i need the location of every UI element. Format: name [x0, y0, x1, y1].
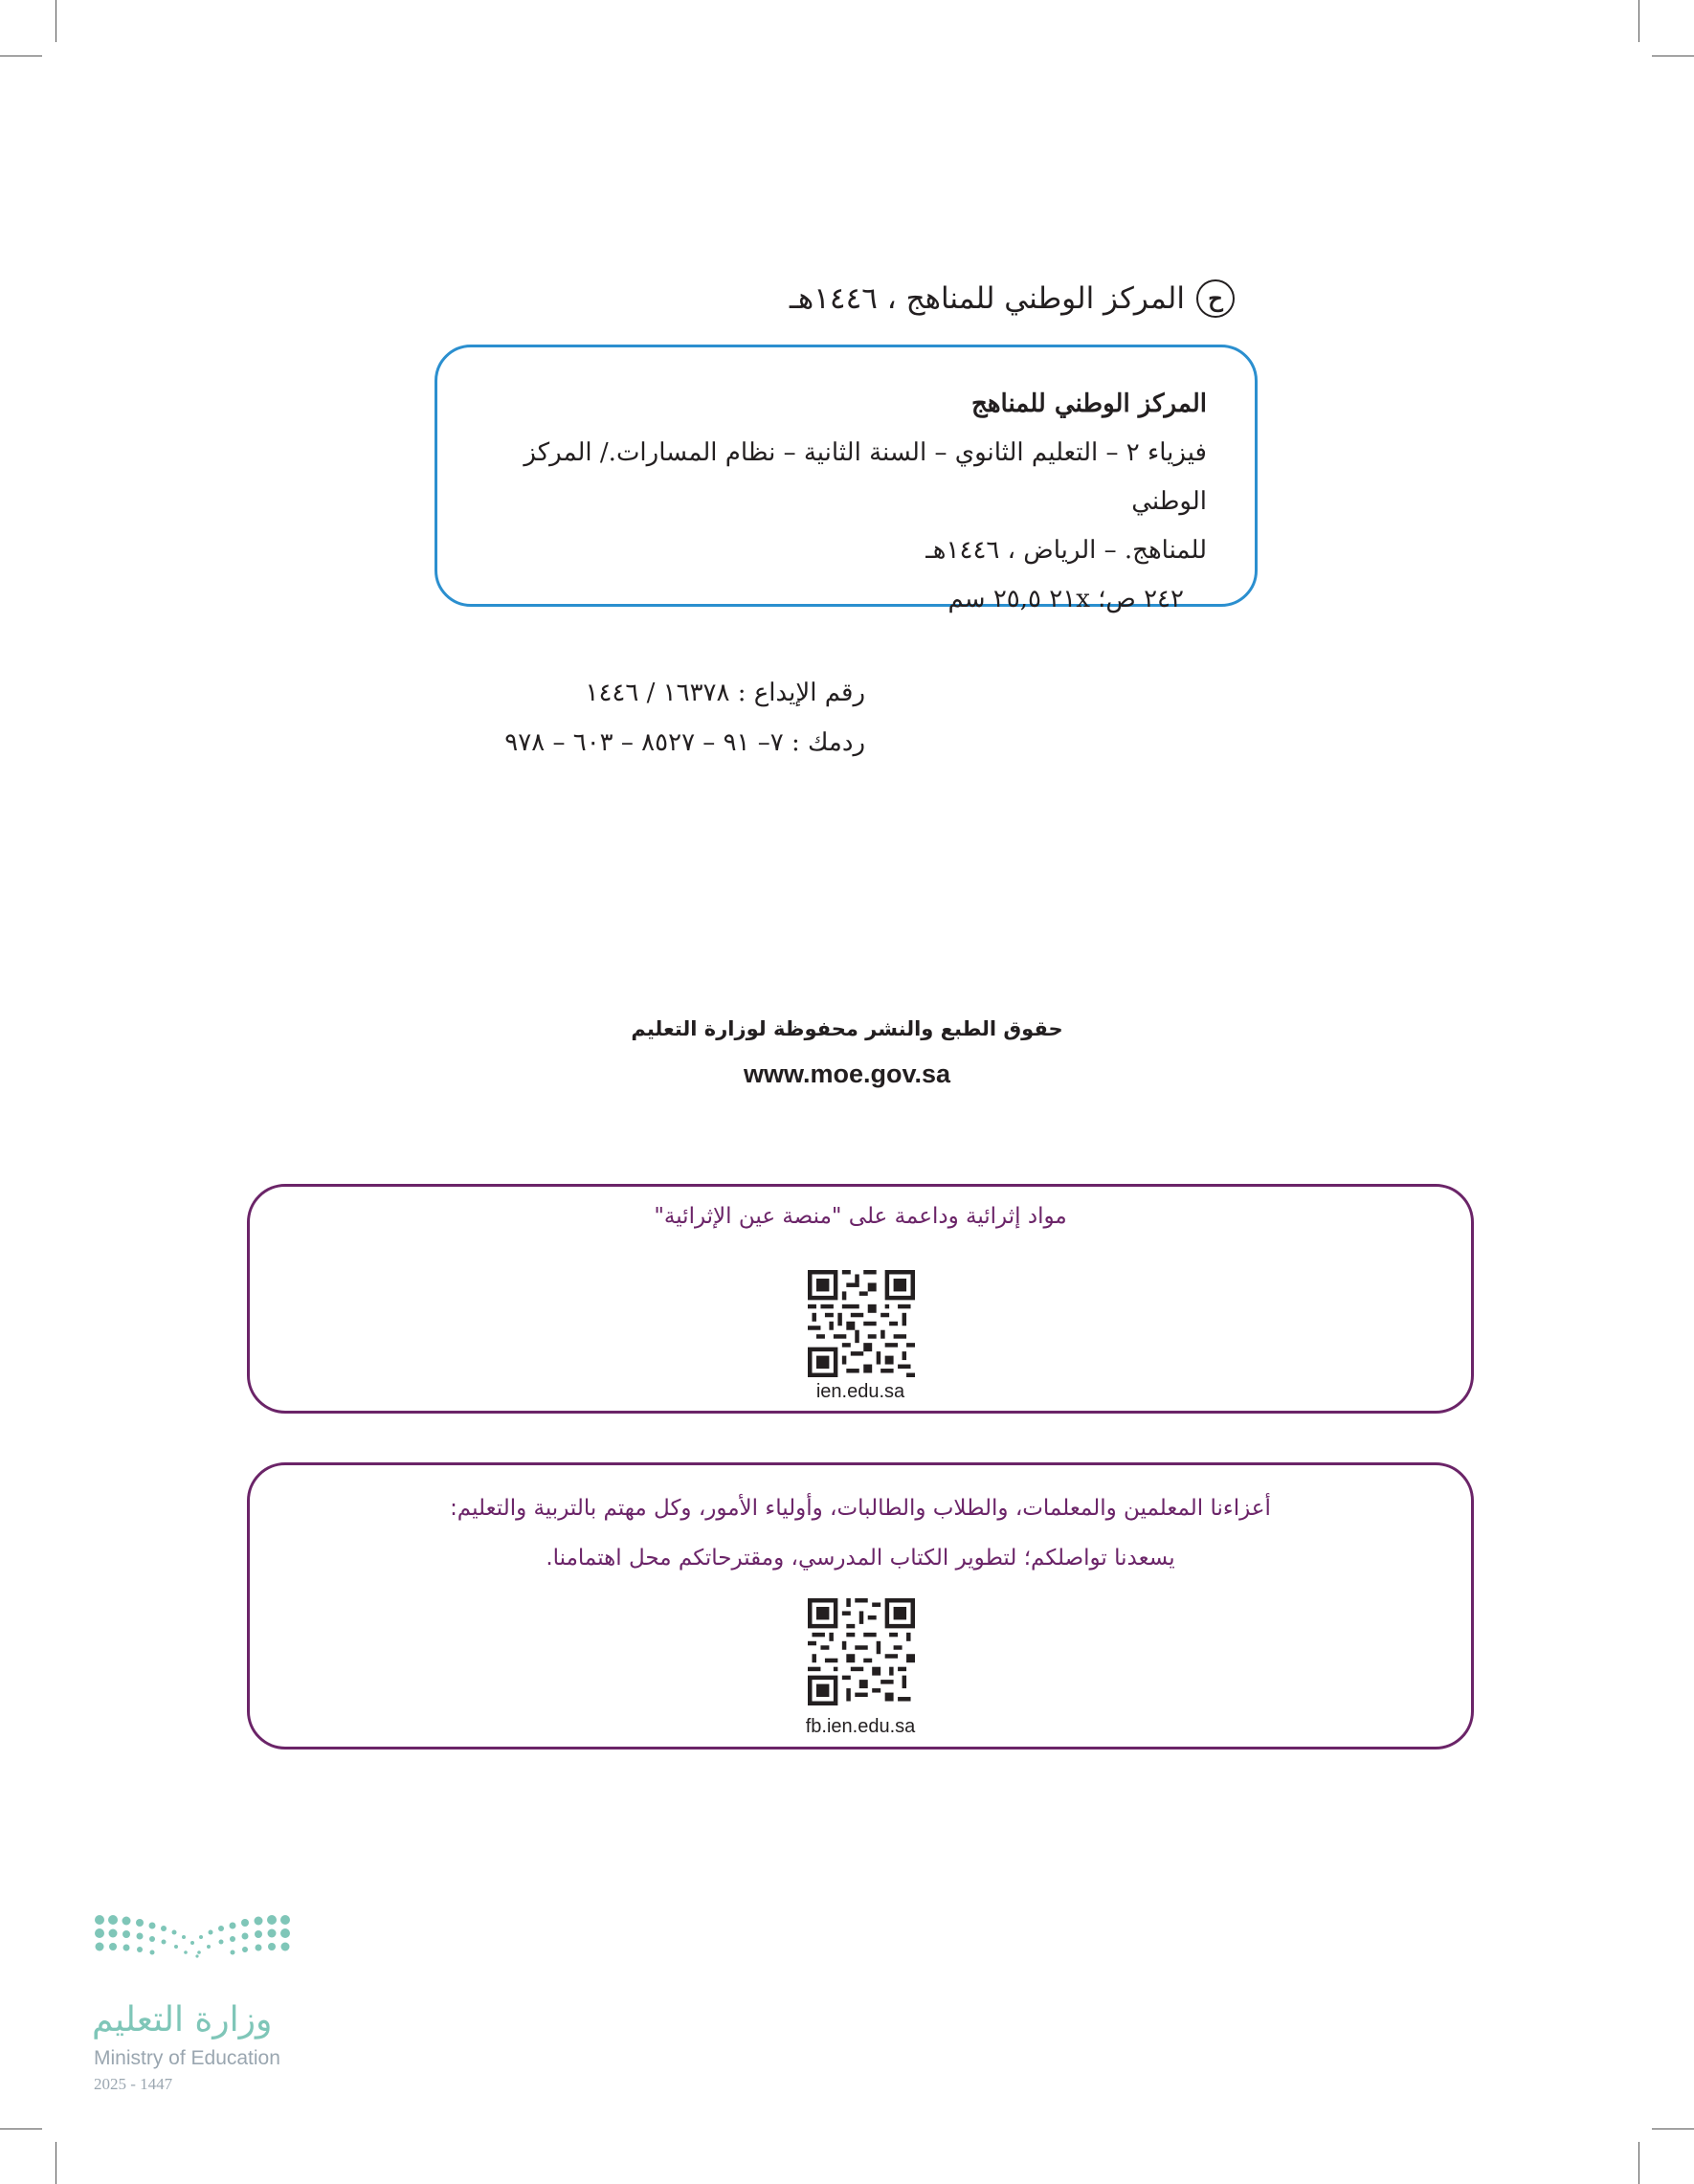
- website-link[interactable]: www.moe.gov.sa: [743, 1059, 951, 1088]
- feedback-box: [247, 1462, 1474, 1749]
- cataloging-heading: المركز الوطني للمناهج: [971, 390, 1207, 418]
- cataloging-line: للمناهج. – الرياض ، ١٤٤٦هـ: [925, 536, 1207, 565]
- qr-code-icon[interactable]: [808, 1598, 915, 1705]
- feedback-line: يسعدنا تواصلكم؛ لتطوير الكتاب المدرسي، ومقترحاتكم محل اهتمامنا.: [546, 1546, 1175, 1571]
- cataloging-line: فيزياء ٢ – التعليم الثانوي – السنة الثانية – نظام المسارات./ المركز الوطني: [524, 438, 1207, 516]
- qr-label: fb.ien.edu.sa: [805, 1716, 916, 1737]
- copyright-line: [790, 279, 1235, 318]
- deposit-info: [504, 668, 865, 768]
- feedback-line: أعزاءنا المعلمين والمعلمات، والطلاب والطالبات، وأولياء الأمور، وكل مهتم بالتربية والتعليم:: [450, 1496, 1271, 1521]
- cataloging-box: [435, 345, 1258, 613]
- crop-mark: [1638, 2142, 1639, 2184]
- copyright-text: المركز الوطني للمناهج ، ١٤٤٦هـ: [789, 281, 1185, 316]
- deposit-number: رقم الإيداع : ١٦٣٧٨ / ١٤٤٦: [585, 679, 865, 707]
- ministry-year: 2025 - 1447: [94, 2075, 173, 2093]
- cataloging-line: ٢٤٢ ص؛ ٢١x ٢٥,٥ سم: [947, 585, 1184, 613]
- isbn: ردمك : ٧– ٩١ – ٨٥٢٧ – ٦٠٣ – ٩٧٨: [504, 728, 865, 757]
- qr-code-icon[interactable]: [808, 1270, 915, 1377]
- qr-label: ien.edu.sa: [815, 1381, 905, 1402]
- ministry-arabic-name: وزارة التعليم: [92, 2000, 273, 2039]
- cataloging-text: [460, 380, 1207, 624]
- enrichment-text: مواد إثرائية وداعمة على "منصة عين الإثرائية": [654, 1204, 1067, 1229]
- crop-mark: [0, 2128, 42, 2129]
- rights-statement: حقوق الطبع والنشر محفوظة لوزارة التعليم: [631, 1017, 1063, 1040]
- copyright-symbol: ح: [1196, 279, 1235, 318]
- crop-mark: [1638, 0, 1639, 42]
- enrichment-box: [247, 1184, 1474, 1414]
- ministry-english-name: Ministry of Education: [94, 2047, 280, 2069]
- crop-mark: [1652, 2128, 1694, 2129]
